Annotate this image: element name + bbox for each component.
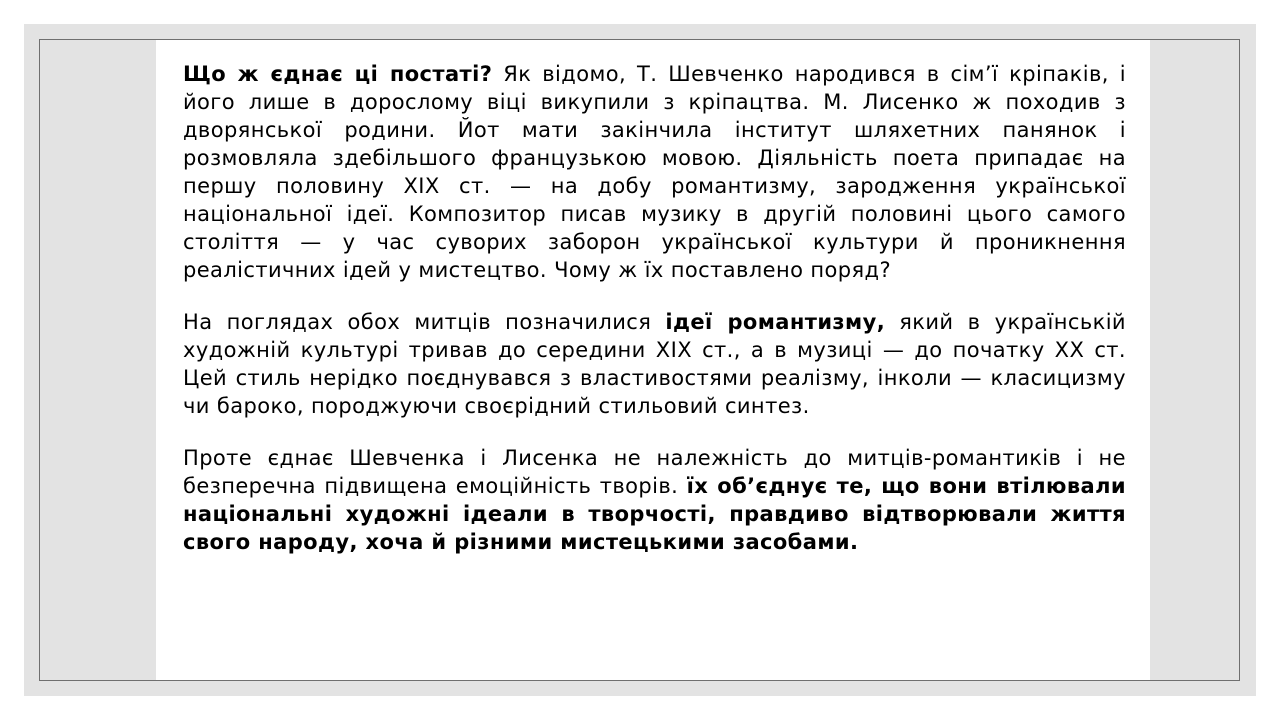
paragraph-1 xyxy=(183,60,1126,284)
text-content xyxy=(183,60,1126,580)
paragraph-3-bold-tail: їх об’єднує те, що вони втілювали національні художні ідеали в творчості, правдиво відтворювали життя свого народу, хоча й різними мистецькими засобами. xyxy=(183,474,1126,554)
paragraph-2-before: На поглядах обох митців позначилися xyxy=(183,310,666,334)
paragraph-3-text: Проте єднає Шевченка і Лисенка не належність до митців-романтиків і не безперечна підвищена емоційність творів. xyxy=(183,446,1126,498)
slide-page xyxy=(156,40,1150,680)
paragraph-2-bold: ідеї романтизму, xyxy=(665,310,886,334)
paragraph-1-text: Як відомо, Т. Шевченко народився в сім’ї кріпаків, і його лише в дорослому віці викупили з кріпацтва. М. Лисенко ж походив з дворянської родини. Йот мати закінчила інститут шляхетних панянок і розмовляла здебільшого французькою мовою. Діяльність поета припадає на першу половину XIX ст. — на добу романтизму, зародження української національної ідеї. Композитор писав музику в другій половині цього самого століття — у час суворих заборон української культури й проникнення реалістичних ідей у мистецтво. Чому ж їх поставлено поряд? xyxy=(183,62,1126,282)
paragraph-2 xyxy=(183,308,1126,420)
paragraph-2-after: який в українській художній культурі тривав до середини XIX ст., а в музиці — до початку XX ст. Цей стиль нерідко поєднувався з властивостями реалізму, інколи — класицизму чи бароко, породжуючи своєрідний стильовий синтез. xyxy=(183,310,1126,418)
paragraph-3 xyxy=(183,444,1126,556)
paragraph-1-bold-lead: Що ж єднає ці постаті? xyxy=(183,62,493,86)
